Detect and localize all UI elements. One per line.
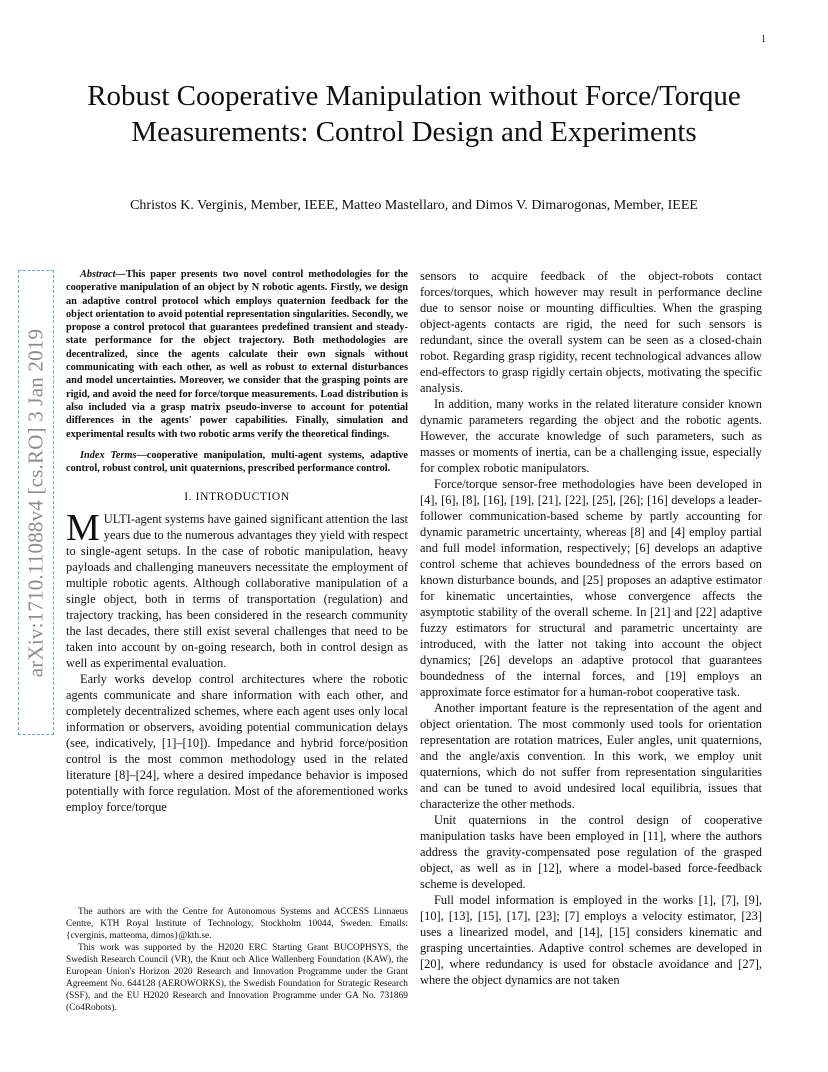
author-list: Christos K. Verginis, Member, IEEE, Matteo Mastellaro, and Dimos V. Dimarogonas, Member, IEEE	[130, 198, 698, 213]
section-heading-introduction: I. INTRODUCTION	[184, 491, 290, 504]
page-number: 1	[761, 34, 766, 45]
paper-title: Robust Cooperative Manipulation without Force/Torque Measurements: Control Design and Experiments	[87, 80, 741, 148]
abstract-text: —This paper presents two novel control methodologies for the cooperative manipulation of an object by N robotic agents. Firstly, we design an adaptive control protocol which employs quaternion feedback for the object orientation to avoid potential representation singularities. Secondly, we propose a control protocol that guarantees predefined transient and steady-state performance for the object trajectory. Both methodologies are decentralized, since the agents calculate their own signals without communicating with each other, as well as robust to external disturbances and model uncertainties. Moreover, we consider that the grasping points are rigid, and avoid the need for force/torque measurements. Load distribution is also included via a grasp matrix pseudo-inverse to account for potential differences in the agents' power capabilities. Finally, simulation and experimental results with two robotic arms verify the theoretical findings.	[66, 269, 408, 440]
footnote-funding: This work was supported by the H2020 ERC Starting Grant BUCOPHSYS, the Swedish Research Council (VR), the Knut och Alice Wallenberg Foundation (KAW), the European Union's Horizon 2020 Research and Innovation Programme under the Grant Agreement No. 644128 (AEROWORKS), the Swedish Foundation for Strategic Research (SSF), and the EU H2020 Research and Innovation Programme under GA No. 731869 (Co4Robots).	[66, 943, 408, 1013]
arxiv-stamp[interactable]	[18, 270, 54, 735]
right-paragraph-3: Force/torque sensor-free methodologies have been developed in [4], [6], [8], [16], [19], [21], [22], [25], [26]; [16] develops a leader-follower communication-based scheme by partly accounting for dynamic parametric uncertainty, whereas [8] and [4] employ partial and full model information, respectively; [6] develops an adaptive control scheme that achieves boundedness of the errors based on known disturbance bounds, and [25] proposes an adaptive estimator for kinematic uncertainties, whose convergence affects the asymptotic stability of the overall scheme. In [21] and [22] adaptive fuzzy estimators for structural and parametric uncertainty are introduced, with the latter not taking into account the object dynamics; [26] develops an adaptive protocol that guarantees boundedness of the internal forces, and [19] employs an approximate force estimator for a human-robot cooperative task.	[420, 477, 762, 699]
right-paragraph-5: Unit quaternions in the control design of cooperative manipulation tasks have been employed in [11], where the authors address the gravity-compensated pose regulation of the grasped object, as well as in [12], where a model-based force-feedback scheme is developed.	[420, 813, 762, 891]
abstract	[66, 268, 408, 441]
right-paragraph-2: In addition, many works in the related literature consider known dynamic parameters regarding the object and the robotic agents. However, the accurate knowledge of such parameters, such as masses or moments of inertia, can be a challenging issue, especially for complex robotic manipulators.	[420, 397, 762, 475]
intro-paragraph-2: Early works develop control architectures where the robotic agents communicate and share information with each other, and completely decentralized schemes, where each agent uses only local information or observers, avoiding potential communication delays (see, indicatively, [1]–[10]). Impedance and hybrid force/position control is the most common methodology used in the related literature [8]–[24], where a desired impedance behavior is imposed potentially with force regulation. Most of the aforementioned works employ force/torque	[66, 672, 408, 815]
right-paragraph-4: Another important feature is the representation of the agent and object orientation. The most commonly used tools for orientation representation are rotation matrices, Euler angles, unit quaternions, and the angle/axis convention. In this work, we employ unit quaternions, which do not suffer from representation singularities and can be tuned to avoid undesired local equilibria, issues that characterize the other methods.	[420, 701, 762, 811]
intro-paragraph-1-text: ULTI-agent systems have gained significant attention the last years due to the numerous advantages they yield with respect to single-agent setups. In the case of robotic manipulation, heavy payloads and challenging maneuvers necessitate the employment of multiple robotic agents. Although collaborative manipulation of a single object, both in terms of transportation (regulation) and trajectory tracking, has been considered in the research community the last decades, there still exist several challenges that need to be taken into account by on-going research, both in control design as well as experimental evaluation.	[66, 512, 408, 671]
right-paragraph-1: sensors to acquire feedback of the object-robots contact forces/torques, which however may result in performance decline due to sensor noise or mounting difficulties. When the grasping object-agents contacts are rigid, the need for such sensors is redundant, since the overall system can be seen as a closed-chain robot. Regarding grasp rigidity, recent technological advances allow end-effectors to grasp rigidly certain objects, motivating the specific analysis.	[420, 269, 762, 395]
drop-cap: M	[66, 507, 100, 550]
intro-paragraph-1	[66, 507, 408, 671]
right-column	[420, 268, 762, 988]
right-paragraph-6: Full model information is employed in the works [1], [7], [9], [10], [13], [15], [17], [23]; [7] employs a velocity estimator, [23] uses a linearized model, and [14], [15] considers kinematic and grasping uncertainties. Adaptive control schemes are developed in [20], where redundancy is used for obstacle avoidance and [27], where the object dynamics are not taken	[420, 893, 762, 987]
footnote-affiliation: The authors are with the Centre for Autonomous Systems and ACCESS Linnaeus Centre, KTH Royal Institute of Technology, Stockholm 10044, Sweden. Emails: {cverginis, matteoma, dimos}@kth.se.	[66, 907, 408, 941]
arxiv-identifier: arXiv:1710.11088v4 [cs.RO] 3 Jan 2019	[23, 328, 48, 677]
index-terms	[66, 449, 408, 476]
index-terms-label: Index Terms	[80, 449, 137, 461]
abstract-label: Abstract	[80, 269, 116, 280]
left-column	[66, 268, 408, 815]
index-terms-text: —cooperative manipulation, multi-agent systems, adaptive control, robust control, unit quaternions, prescribed performance control.	[66, 449, 408, 475]
footnotes	[66, 906, 408, 1014]
